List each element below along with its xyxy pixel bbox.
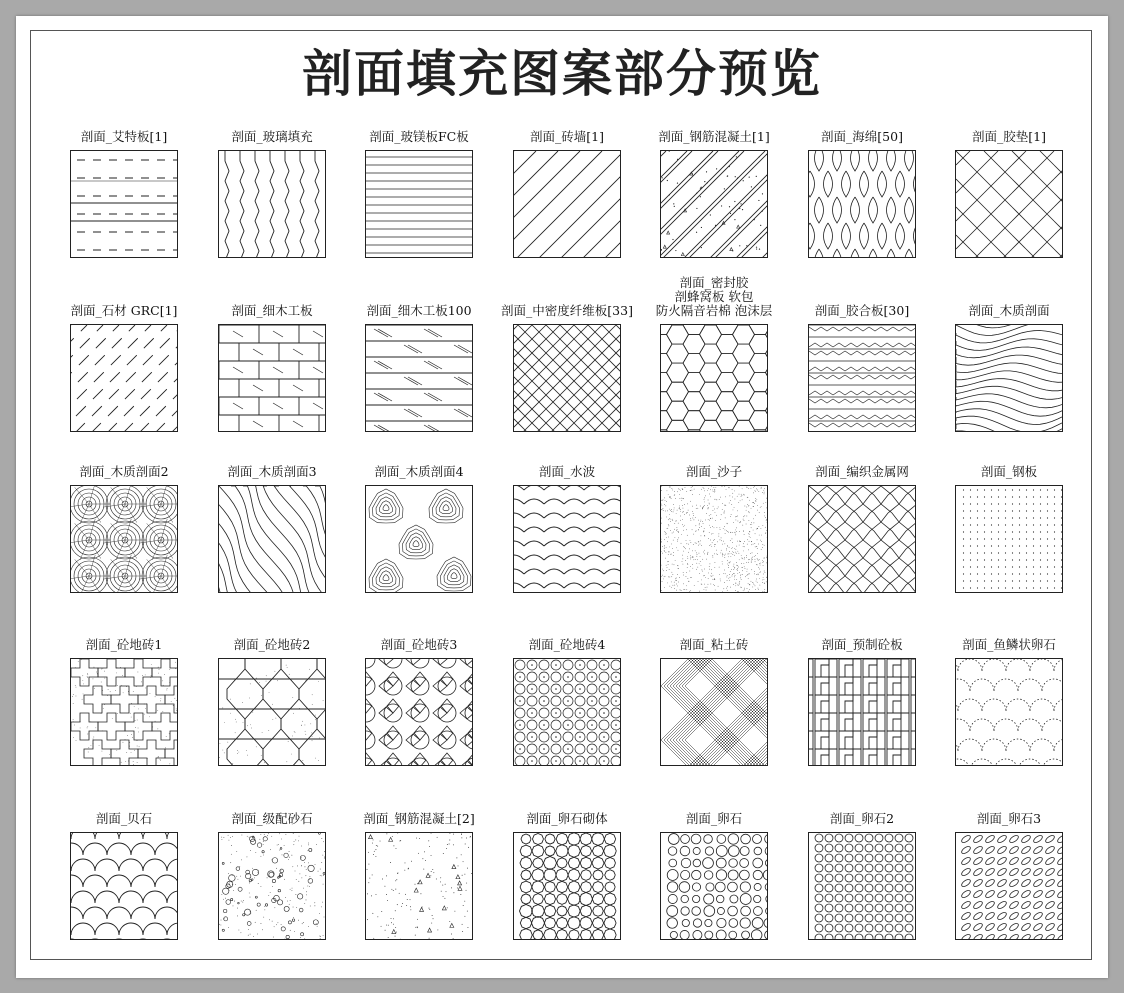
pattern-swatch-mesh bbox=[808, 485, 916, 593]
pattern-swatch-hex-tiles bbox=[218, 658, 326, 766]
hatch-pattern-cell bbox=[513, 637, 621, 766]
hatch-pattern-cell bbox=[955, 464, 1063, 593]
hatch-pattern-cell bbox=[955, 811, 1063, 940]
pattern-graphic bbox=[956, 486, 1063, 593]
hatch-pattern-cell bbox=[655, 275, 773, 432]
pattern-label: 剖面_级配砂石 bbox=[231, 811, 313, 826]
pattern-label: 剖面_钢筋混凝土[2] bbox=[363, 811, 475, 826]
pattern-graphic bbox=[661, 325, 768, 432]
pattern-graphic bbox=[809, 486, 916, 593]
pattern-graphic bbox=[661, 833, 768, 940]
pattern-graphic bbox=[514, 486, 621, 593]
pattern-label: 剖面_砼地砖1 bbox=[85, 637, 163, 652]
pattern-swatch-diagonal bbox=[513, 150, 621, 258]
hatch-pattern-cell bbox=[660, 637, 768, 766]
pattern-swatch-dash-band bbox=[70, 150, 178, 258]
pattern-graphic bbox=[514, 833, 621, 940]
pattern-graphic bbox=[71, 151, 178, 258]
pattern-graphic bbox=[661, 486, 768, 593]
hatch-pattern-cell bbox=[365, 129, 473, 258]
pattern-swatch-sponge bbox=[808, 150, 916, 258]
hatch-pattern-cell bbox=[365, 303, 473, 432]
pattern-label: 剖面_砖墙[1] bbox=[530, 129, 604, 144]
pattern-label: 剖面_砼地砖2 bbox=[233, 637, 311, 652]
pattern-graphic bbox=[366, 151, 473, 258]
pattern-graphic bbox=[514, 151, 621, 258]
pattern-label: 剖面_艾特板[1] bbox=[80, 129, 168, 144]
pattern-swatch-scale-dotted bbox=[955, 658, 1063, 766]
hatch-pattern-cell bbox=[808, 303, 916, 432]
pattern-label: 剖面_玻镁板FC板 bbox=[369, 129, 469, 144]
pattern-swatch-wood-grain bbox=[218, 485, 326, 593]
hatch-pattern-cell bbox=[808, 637, 916, 766]
hatch-pattern-cell bbox=[513, 811, 621, 940]
pattern-label: 剖面_密封胶 剖蜂窝板 软包 防火隔音岩棉 泡沫层 bbox=[655, 275, 773, 318]
pattern-swatch-dots bbox=[955, 485, 1063, 593]
pattern-label: 剖面_砼地砖3 bbox=[380, 637, 458, 652]
pattern-label: 剖面_胶垫[1] bbox=[972, 129, 1046, 144]
pattern-graphic bbox=[71, 325, 178, 432]
hatch-pattern-cell bbox=[218, 129, 326, 258]
pattern-swatch-gravel bbox=[218, 832, 326, 940]
pattern-swatch-crosshatch bbox=[513, 324, 621, 432]
pattern-label: 剖面_粘土砖 bbox=[679, 637, 749, 652]
pattern-label: 剖面_贝石 bbox=[95, 811, 153, 826]
pattern-graphic bbox=[219, 325, 326, 432]
pattern-graphic bbox=[661, 151, 768, 258]
pattern-label: 剖面_海绵[50] bbox=[821, 129, 903, 144]
page-title: 剖面填充图案部分预览 bbox=[302, 45, 822, 103]
pattern-label: 剖面_细木工板100 bbox=[366, 303, 472, 318]
pattern-swatch-pebbles3 bbox=[955, 832, 1063, 940]
hatch-pattern-cell bbox=[218, 811, 326, 940]
pattern-graphic bbox=[219, 659, 326, 766]
pattern-label: 剖面_卵石3 bbox=[976, 811, 1042, 826]
pattern-graphic bbox=[956, 833, 1063, 940]
hatch-pattern-cell bbox=[660, 811, 768, 940]
pattern-swatch-cross-tiles bbox=[70, 658, 178, 766]
pattern-graphic bbox=[71, 659, 178, 766]
pattern-swatch-scales bbox=[70, 832, 178, 940]
hatch-pattern-cell bbox=[365, 637, 473, 766]
pattern-swatch-dash-lines bbox=[365, 150, 473, 258]
pattern-graphic bbox=[366, 486, 473, 593]
pattern-swatch-tree-rings bbox=[70, 485, 178, 593]
hatch-pattern-cell bbox=[70, 811, 178, 940]
pattern-swatch-waves bbox=[513, 485, 621, 593]
pattern-graphic bbox=[514, 325, 621, 432]
hatch-pattern-cell bbox=[658, 129, 770, 258]
pattern-graphic bbox=[956, 325, 1063, 432]
pattern-swatch-parquet bbox=[660, 658, 768, 766]
hatch-pattern-cell bbox=[70, 637, 178, 766]
pattern-graphic bbox=[809, 325, 916, 432]
pattern-label: 剖面_预制砼板 bbox=[821, 637, 903, 652]
pattern-label: 剖面_卵石砌体 bbox=[526, 811, 608, 826]
pattern-label: 剖面_胶合板[30] bbox=[814, 303, 910, 318]
pattern-label: 剖面_沙子 bbox=[685, 464, 743, 479]
hatch-pattern-cell bbox=[501, 303, 633, 432]
pattern-label: 剖面_木质剖面4 bbox=[374, 464, 464, 479]
hatch-pattern-cell bbox=[70, 129, 178, 258]
pattern-swatch-sand bbox=[660, 485, 768, 593]
hatch-pattern-cell bbox=[808, 811, 916, 940]
hatch-pattern-cell bbox=[70, 464, 178, 593]
pattern-swatch-honeycomb bbox=[660, 324, 768, 432]
hatch-pattern-cell bbox=[513, 464, 621, 593]
pattern-label: 剖面_木质剖面 bbox=[968, 303, 1050, 318]
pattern-label: 剖面_细木工板 bbox=[231, 303, 313, 318]
pattern-label: 剖面_木质剖面3 bbox=[227, 464, 317, 479]
pattern-graphic bbox=[956, 659, 1063, 766]
pattern-swatch-zigzag bbox=[218, 150, 326, 258]
pattern-swatch-blockboard2 bbox=[365, 324, 473, 432]
hatch-pattern-cell bbox=[660, 464, 768, 593]
pattern-label: 剖面_鱼鳞状卵石 bbox=[962, 637, 1056, 652]
hatch-pattern-cell bbox=[70, 303, 178, 432]
hatch-pattern-cell bbox=[955, 129, 1063, 258]
pattern-graphic bbox=[366, 659, 473, 766]
pattern-swatch-weave bbox=[955, 150, 1063, 258]
pattern-graphic bbox=[219, 486, 326, 593]
pattern-graphic bbox=[219, 151, 326, 258]
pattern-graphic bbox=[71, 833, 178, 940]
hatch-pattern-cell bbox=[218, 464, 326, 593]
pattern-graphic bbox=[661, 659, 768, 766]
hatch-pattern-cell bbox=[955, 637, 1063, 766]
pattern-graphic bbox=[514, 659, 621, 766]
pattern-graphic bbox=[366, 325, 473, 432]
pattern-label: 剖面_水波 bbox=[538, 464, 596, 479]
hatch-pattern-cell bbox=[808, 464, 916, 593]
pattern-swatch-chevron bbox=[808, 324, 916, 432]
pattern-swatch-wood-wave bbox=[955, 324, 1063, 432]
pattern-graphic bbox=[809, 833, 916, 940]
pattern-label: 剖面_砼地砖4 bbox=[528, 637, 606, 652]
pattern-swatch-herringbone bbox=[808, 658, 916, 766]
pattern-swatch-pebbles2 bbox=[808, 832, 916, 940]
pattern-label: 剖面_石材 GRC[1] bbox=[70, 303, 178, 318]
pattern-graphic bbox=[809, 151, 916, 258]
pattern-swatch-blockboard bbox=[218, 324, 326, 432]
pattern-graphic bbox=[71, 486, 178, 593]
pattern-swatch-cobble bbox=[513, 832, 621, 940]
pattern-label: 剖面_钢板 bbox=[980, 464, 1038, 479]
hatch-pattern-cell bbox=[513, 129, 621, 258]
pattern-swatch-circle-grid bbox=[513, 658, 621, 766]
pattern-swatch-knots bbox=[365, 485, 473, 593]
hatch-pattern-cell bbox=[808, 129, 916, 258]
pattern-swatch-lattice bbox=[365, 658, 473, 766]
pattern-label: 剖面_卵石 bbox=[685, 811, 743, 826]
pattern-label: 剖面_编织金属网 bbox=[815, 464, 909, 479]
pattern-graphic bbox=[366, 833, 473, 940]
hatch-pattern-cell bbox=[218, 303, 326, 432]
pattern-label: 剖面_钢筋混凝土[1] bbox=[658, 129, 770, 144]
hatch-pattern-cell bbox=[363, 811, 475, 940]
pattern-label: 剖面_木质剖面2 bbox=[79, 464, 169, 479]
pattern-swatch-concrete-diag bbox=[660, 150, 768, 258]
pattern-swatch-pebbles bbox=[660, 832, 768, 940]
pattern-label: 剖面_玻璃填充 bbox=[231, 129, 313, 144]
pattern-label: 剖面_中密度纤维板[33] bbox=[501, 303, 633, 318]
pattern-graphic bbox=[809, 659, 916, 766]
pattern-graphic bbox=[219, 833, 326, 940]
pattern-swatch-concrete bbox=[365, 832, 473, 940]
pattern-label: 剖面_卵石2 bbox=[829, 811, 895, 826]
pattern-graphic bbox=[956, 151, 1063, 258]
preview-sheet bbox=[16, 16, 1108, 978]
hatch-pattern-cell bbox=[365, 464, 473, 593]
hatch-pattern-cell bbox=[955, 303, 1063, 432]
hatch-pattern-cell bbox=[218, 637, 326, 766]
pattern-swatch-dash-diag bbox=[70, 324, 178, 432]
